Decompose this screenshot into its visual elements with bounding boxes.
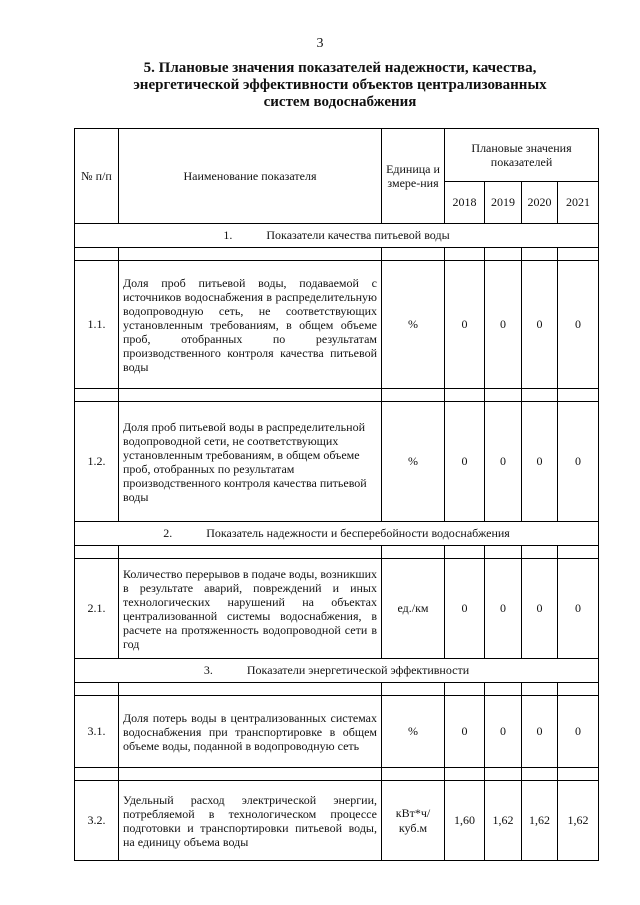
value-cell: 0: [558, 559, 599, 659]
table-row: [75, 261, 599, 389]
table-row: [75, 696, 599, 768]
indicator-name: Удельный расход электрической энергии, потребляемой в технологическом процессе подготовки и транспортировки питьевой воды, на единицу объема воды: [119, 781, 382, 861]
section-header: [75, 522, 599, 546]
indicator-name: Доля проб питьевой воды в распределительной водопроводной сети, не соответствующих установленным требованиям, в общем объеме проб, отобранных по результатам производственного контроля качества питьевой воды: [119, 402, 382, 522]
header-year: 2020: [522, 182, 558, 224]
value-cell: 0: [522, 261, 558, 389]
header-year: 2019: [485, 182, 522, 224]
section-header: [75, 224, 599, 248]
unit-cell: кВт*ч/ куб.м: [382, 781, 445, 861]
value-cell: 0: [445, 402, 485, 522]
row-number: 3.1.: [75, 696, 119, 768]
indicator-name: Доля потерь воды в централизованных системах водоснабжения при транспортировке в общем объеме воды, поданной в водопроводную сеть: [119, 696, 382, 768]
table-row: [75, 781, 599, 861]
header-row: [75, 129, 599, 182]
section-title: Показатели качества питьевой воды: [266, 228, 450, 242]
value-cell: 0: [558, 696, 599, 768]
section-number: 3.: [203, 663, 213, 677]
header-year: 2018: [445, 182, 485, 224]
unit-cell: %: [382, 696, 445, 768]
section-number: 1.: [223, 228, 233, 242]
header-num: № п/п: [75, 129, 119, 224]
row-number: 1.2.: [75, 402, 119, 522]
unit-cell: ед./км: [382, 559, 445, 659]
header-unit: Единица измере-ния: [382, 129, 445, 224]
section-title: Показатели энергетической эффективности: [246, 663, 470, 677]
title-line-3: систем водоснабжения: [263, 94, 417, 110]
table-row: [75, 559, 599, 659]
section-header: [75, 659, 599, 683]
title-line-1: 5. Плановые значения показателей надежности, качества,: [143, 60, 537, 76]
value-cell: 0: [558, 402, 599, 522]
unit-cell: %: [382, 402, 445, 522]
value-cell: 1,60: [445, 781, 485, 861]
value-cell: 0: [445, 696, 485, 768]
page-number: 3: [316, 36, 324, 51]
value-cell: 1,62: [558, 781, 599, 861]
section-number: 2.: [163, 526, 173, 540]
value-cell: 0: [445, 559, 485, 659]
row-number: 1.1.: [75, 261, 119, 389]
value-cell: 0: [485, 261, 522, 389]
row-number: 2.1.: [75, 559, 119, 659]
value-cell: 1,62: [522, 781, 558, 861]
value-cell: 0: [485, 402, 522, 522]
indicator-name: Доля проб питьевой воды, подаваемой с источников водоснабжения в распределительную водопроводную сеть, не соответствующих установленным требованиям, в общем объеме проб, отобранных по результатам производственного контроля качества питьевой воды: [119, 261, 382, 389]
header-year: 2021: [558, 182, 599, 224]
document-title: [60, 60, 620, 111]
indicator-name: Количество перерывов в подаче воды, возникших в результате аварий, повреждений и иных технологических нарушений на объектах централизованной системы водоснабжения, в расчете на протяженность водопроводной сети в год: [119, 559, 382, 659]
value-cell: 1,62: [485, 781, 522, 861]
unit-cell: %: [382, 261, 445, 389]
indicators-table: [74, 128, 599, 861]
value-cell: 0: [558, 261, 599, 389]
value-cell: 0: [522, 559, 558, 659]
value-cell: 0: [522, 402, 558, 522]
row-number: 3.2.: [75, 781, 119, 861]
title-line-2: энергетической эффективности объектов централизованных: [133, 77, 547, 93]
value-cell: 0: [522, 696, 558, 768]
value-cell: 0: [485, 696, 522, 768]
value-cell: 0: [485, 559, 522, 659]
section-title: Показатель надежности и бесперебойности водоснабжения: [206, 526, 510, 540]
header-name: Наименование показателя: [119, 129, 382, 224]
table-row: [75, 402, 599, 522]
header-planned: Плановые значения показателей: [445, 129, 599, 182]
value-cell: 0: [445, 261, 485, 389]
